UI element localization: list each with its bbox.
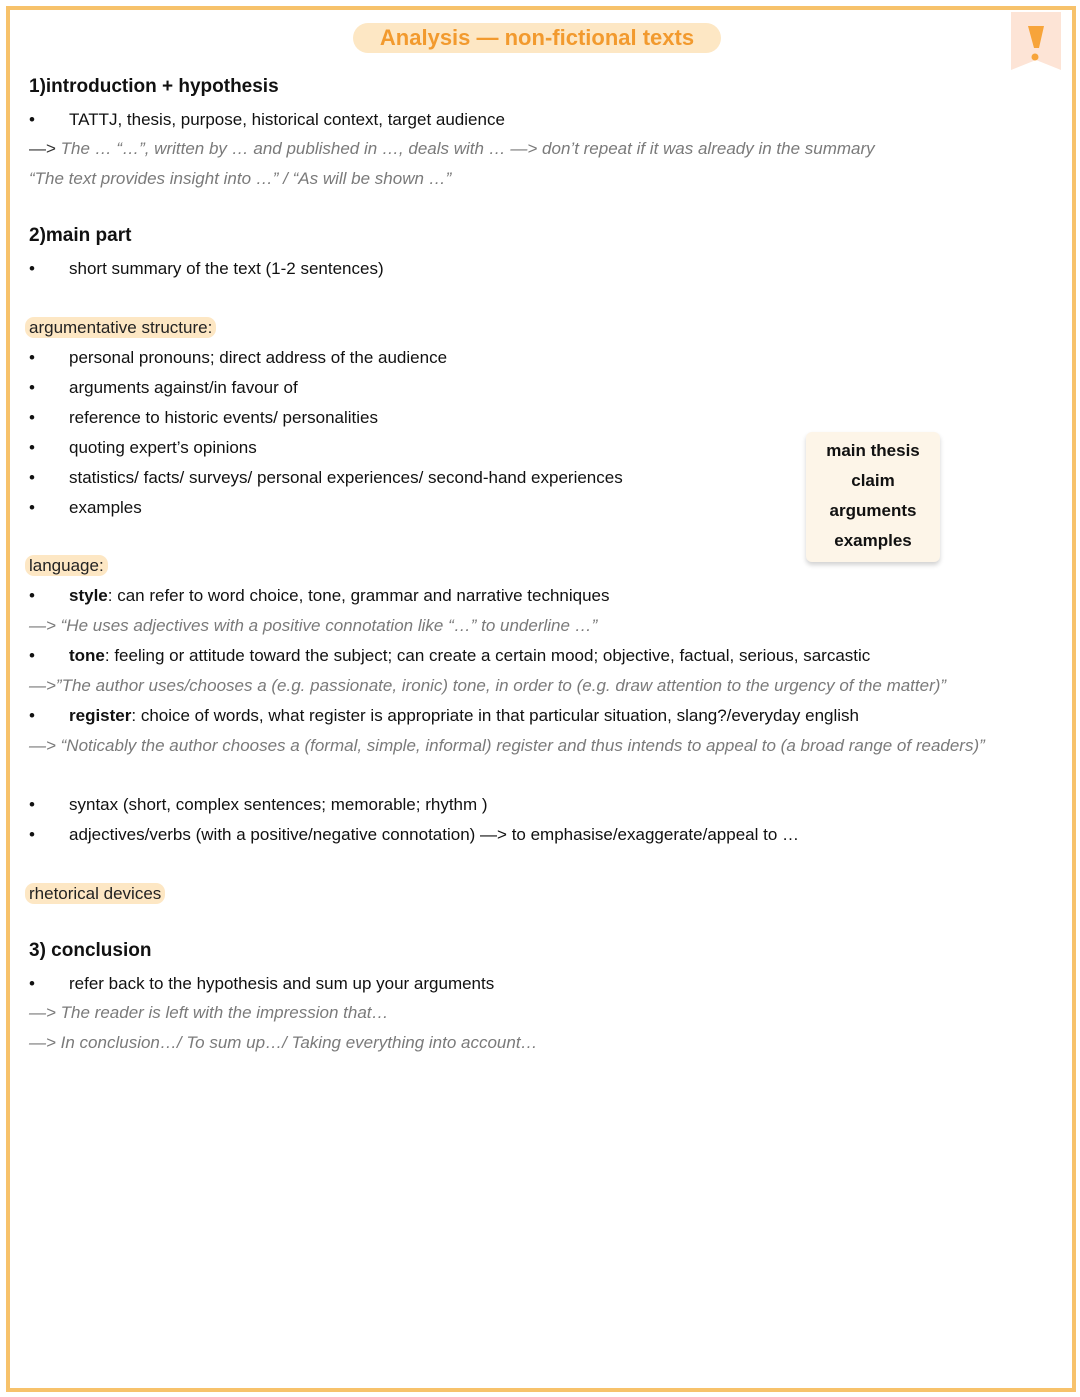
note-line: examples <box>834 531 912 550</box>
label-argumentative-structure: argumentative structure: <box>29 318 216 338</box>
example-phrase: “The text provides insight into …” / “As will be shown …” <box>29 169 452 188</box>
example-phrase: —> The reader is left with the impression that… <box>29 1003 389 1022</box>
example-phrase: —>”The author uses/chooses a (e.g. passionate, ironic) tone, in order to (e.g. draw attention to the urgency of the matter)” <box>29 676 947 695</box>
page-title: Analysis — non-fictional texts <box>353 23 721 53</box>
section-heading-main-part: 2)main part <box>29 225 132 246</box>
label-rhetorical-devices: rhetorical devices <box>29 884 165 904</box>
example-phrase: —> “Noticably the author chooses a (formal, simple, informal) register and thus intends to appeal to (a broad range of readers)” <box>29 736 985 755</box>
note-line: main thesis <box>826 441 920 460</box>
exclamation-bookmark-icon <box>1011 12 1061 76</box>
example-phrase: —> In conclusion…/ To sum up…/ Taking everything into account… <box>29 1033 538 1052</box>
term-register: register <box>69 706 132 725</box>
note-line: arguments <box>829 501 917 520</box>
page: Analysis — non-fictional texts 1)introduction + hypothesis • TATTJ, thesis, purpose, historical context, target audience —> The … “…”, written by … and published in …, deals with … —> don’t repeat if it was already in the summary “The text provides insight into …” / “As will be shown …” 2)main part • short summary of the text (1-2 sentences) argumentative structure: • personal pronouns; direct address of the audience • arguments against/in favour of • reference to historic events/ personalities • quoting expert’s opinions • statistics/ facts/ surveys/ personal experiences/ second-hand experiences • examples main thesis claim arguments examples language: • style: can refer to word choice, tone, grammar and narrative techniques —> “He uses adjectives with a positive connotation like “…” to underline …” • tone: feeling or attitude toward the subject; can create a certain mood; objective, factual, serious, sarcastic —>”The author uses/chooses a (e.g. passionate, ironic) tone, in order to (e.g. draw attention to the urgency of the matter)” • register: choice of words, what register is appropriate in that particular situation, slang?/everyday english —> “Noticably the author chooses a (formal, simple, informal) register and thus intends to appeal to (a broad range of readers)” • syntax (short, complex sentences; memorable; rhythm ) • adjectives/verbs (with a positive/negative connotation) —> to emphasise/exaggerate/appeal to … rhetorical devices 3) conclusion • refer back to the hypothesis and sum up your arguments —> The reader is left with the impression that… —> In conclusion…/ To sum up…/ Taking everything into account… <box>6 6 1076 1392</box>
note-line: claim <box>851 471 895 490</box>
section-heading-introduction: 1)introduction + hypothesis <box>29 76 279 97</box>
sticky-note <box>806 432 940 562</box>
term-tone: tone <box>69 646 105 665</box>
example-phrase: —> “He uses adjectives with a positive connotation like “…” to underline …” <box>29 616 598 635</box>
term-style: style <box>69 586 108 605</box>
section-heading-conclusion: 3) conclusion <box>29 940 152 961</box>
label-language: language: <box>29 556 108 576</box>
example-phrase: —> The … “…”, written by … and published in …, deals with … —> don’t repeat if it was already in the summary <box>29 139 875 158</box>
